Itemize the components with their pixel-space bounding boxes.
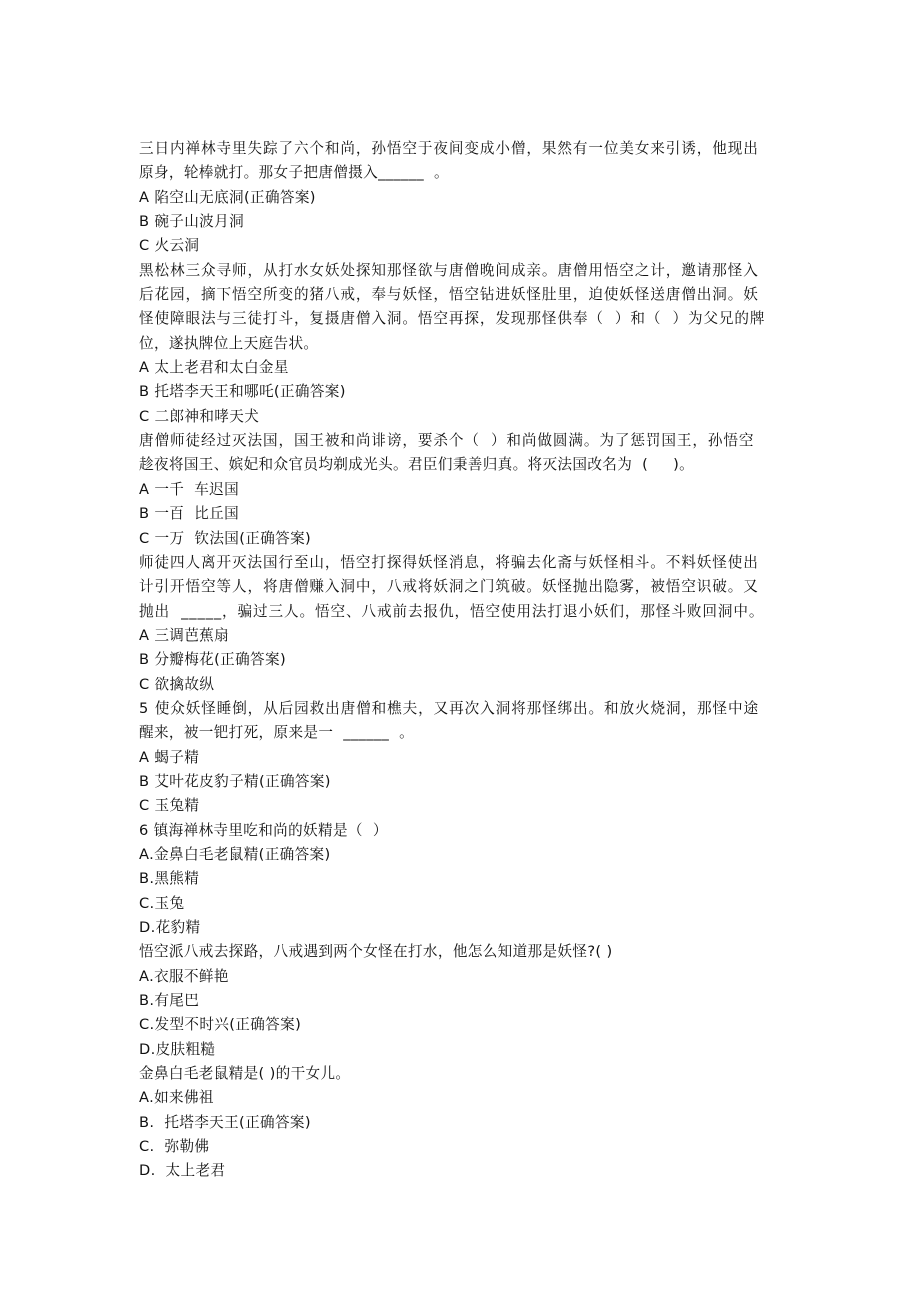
option-d: D.皮肤粗糙	[139, 1040, 216, 1058]
option-b: B 碗子山波月洞	[139, 213, 245, 231]
question-line: 原身，轮棒就打。那女子把唐僧摄入______ 。	[139, 164, 449, 182]
question-line: 抛出 _____，骗过三人。悟空、八戒前去报仇，悟空使用法打退小妖们，那怪斗败回洞中。	[139, 602, 765, 620]
question-line: 位，遂执牌位上天庭告状。	[139, 334, 319, 352]
question-line: 师徒四人离开灭法国行至山，悟空打探得妖怪消息，将骗去化斋与妖怪相斗。不料妖怪使出	[139, 553, 759, 571]
question-block	[139, 819, 789, 941]
question-block	[139, 429, 789, 551]
option-a: A 太上老君和太白金星	[139, 359, 289, 377]
question-block	[139, 551, 789, 697]
option-b: B 艾叶花皮豹子精(正确答案)	[139, 772, 331, 790]
option-c: C 火云洞	[139, 237, 200, 255]
question-line: 醒来，被一钯打死，原来是一 ______ 。	[139, 724, 415, 742]
question-text	[139, 259, 789, 356]
question-line: 悟空派八戒去探路，八戒遇到两个女怪在打水，他怎么知道那是妖怪?( )	[139, 943, 613, 961]
question-line: 趁夜将国王、嫔妃和众官员均剃成光头。君臣们秉善归真。将灭法国改名为 ( )。	[139, 456, 695, 474]
question-block	[139, 940, 789, 1062]
option-c: C.玉兔	[139, 894, 185, 912]
option-c: C 欲擒故纵	[139, 675, 215, 693]
question-line: 计引开悟空等人，将唐僧赚入洞中，八戒将妖洞之门筑破。妖怪抛出隐雾，被悟空识破。又	[139, 578, 759, 596]
question-text	[139, 551, 789, 624]
question-block	[139, 697, 789, 819]
question-line: 怪使障眼法与三徒打斗，复摄唐僧入洞。悟空再探，发现那怪供奉（ ）和（ ）为父兄的牌	[139, 310, 766, 328]
question-line: 金鼻白毛老鼠精是( )的干女儿。	[139, 1065, 351, 1083]
question-block	[139, 1062, 789, 1184]
option-a: A 一千 车迟国	[139, 480, 240, 498]
question-block	[139, 137, 789, 259]
option-b: B.有尾巴	[139, 992, 200, 1010]
option-a: A.如来佛祖	[139, 1089, 214, 1107]
option-c: C. 弥勒佛	[139, 1138, 210, 1156]
option-b: B.黑熊精	[139, 870, 200, 888]
option-c: C 一万 钦法国(正确答案)	[139, 529, 312, 547]
option-c: C.发型不时兴(正确答案)	[139, 1016, 302, 1034]
question-line: 黑松林三众寻师，从打水女妖处探知那怪欲与唐僧晚间成亲。唐僧用悟空之计，邀请那怪入	[139, 261, 759, 279]
option-c: C 二郎神和哮天犬	[139, 407, 260, 425]
option-b: B 托塔李天王和哪吒(正确答案)	[139, 383, 346, 401]
option-d: D.花豹精	[139, 919, 201, 936]
question-line: 6 镇海禅林寺里吃和尚的妖精是（ ）	[139, 821, 388, 839]
option-a: A.金鼻白毛老鼠精(正确答案)	[139, 845, 331, 863]
option-c: C 玉兔精	[139, 797, 200, 815]
question-line: 唐僧师徒经过灭法国，国王被和尚诽谤，要杀个（ ）和尚做圆满。为了惩罚国王，孙悟空	[139, 432, 755, 450]
question-line: 三日内禅林寺里失踪了六个和尚，孙悟空于夜间变成小僧，果然有一位美女来引诱，他现出	[139, 140, 759, 157]
option-b: B 一百 比丘国	[139, 505, 240, 523]
question-text	[139, 137, 789, 186]
option-a: A 三调芭蕉扇	[139, 626, 230, 644]
option-d: D. 太上老君	[139, 1162, 226, 1180]
option-b: B. 托塔李天王(正确答案)	[139, 1113, 311, 1131]
question-text	[139, 429, 789, 478]
question-line: 后花园，摘下悟空所变的猪八戒，奉与妖怪，悟空钻进妖怪肚里，迫使妖怪送唐僧出洞。妖	[139, 286, 759, 304]
question-list	[139, 137, 789, 1184]
question-block	[139, 259, 789, 429]
option-b: B 分瓣梅花(正确答案)	[139, 651, 286, 669]
option-a: A 蝎子精	[139, 748, 200, 766]
option-a: A 陷空山无底洞(正确答案)	[139, 188, 316, 206]
question-line: 5 使众妖怪睡倒，从后园救出唐僧和樵夫，又再次入洞将那怪绑出。和放火烧洞，那怪中途	[139, 699, 759, 717]
question-text	[139, 697, 789, 746]
option-a: A.衣服不鲜艳	[139, 967, 229, 985]
